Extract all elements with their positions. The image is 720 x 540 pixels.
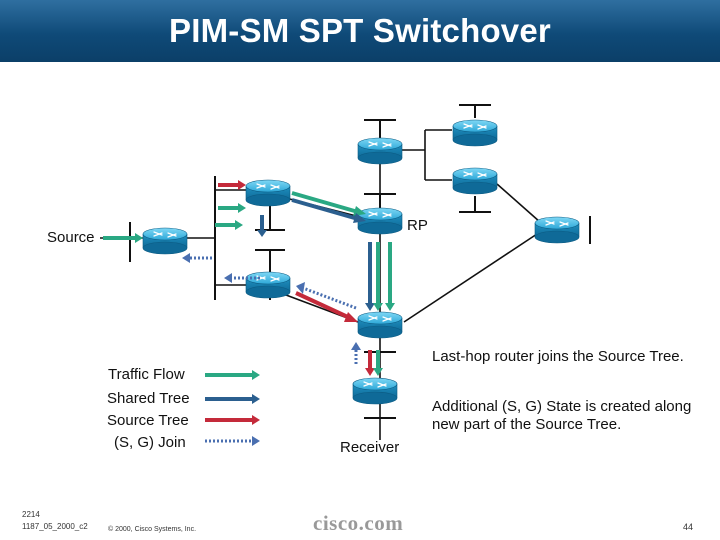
router-icon: [358, 312, 402, 338]
shared-tree-legend-arrow: [205, 394, 260, 404]
router-icon: [453, 168, 497, 194]
note-last-hop: Last-hop router joins the Source Tree.: [432, 348, 684, 365]
note-additional-state: Additional (S, G) State is created along new part of the Source Tree.: [432, 398, 692, 433]
router-icon: [246, 272, 290, 298]
cisco-logo: cisco.com: [313, 511, 404, 535]
legend-arrows: [205, 370, 260, 446]
shared-tree-legend-label: Shared Tree: [107, 390, 190, 407]
footer-code-line2: 1187_05_2000_c2: [22, 522, 88, 531]
arrow-icon: [218, 203, 246, 213]
sg-join-legend-arrow: [205, 436, 260, 446]
arrow-icon: [373, 350, 383, 376]
arrow-icon: [385, 242, 395, 311]
router-icon: [358, 138, 402, 164]
link-right-diagonal: [497, 184, 540, 222]
arrow-icon: [103, 233, 143, 243]
arrow-icon: [296, 293, 358, 322]
arrow-icon: [218, 180, 246, 190]
arrow-icon: [182, 253, 212, 263]
arrow-icon: [351, 342, 361, 365]
source-tree-legend-arrow: [205, 415, 260, 425]
traffic-flow-legend-label: Traffic Flow: [108, 366, 185, 383]
arrow-icon: [215, 220, 243, 230]
router-icon: [453, 120, 497, 146]
arrow-icon: [365, 350, 375, 376]
router-icon: [535, 217, 579, 243]
router-icon: [353, 378, 397, 404]
traffic-flow-legend-arrow: [205, 370, 260, 380]
slide-title: PIM-SM SPT Switchover: [169, 12, 551, 49]
link-right-to-receiver-router: [404, 232, 540, 322]
source-label: Source: [47, 229, 95, 246]
sg-join-legend-label: (S, G) Join: [114, 434, 186, 451]
arrow-icon: [257, 215, 267, 237]
source-tree-legend-label: Source Tree: [107, 412, 189, 429]
router-icon: [246, 180, 290, 206]
footer-copyright: © 2000, Cisco Systems, Inc.: [108, 526, 197, 533]
footer-code-line1: 2214: [22, 510, 40, 519]
rp-label: RP: [407, 217, 428, 234]
page-number: 44: [683, 522, 694, 532]
arrow-icon: [373, 242, 383, 311]
router-icon: [143, 228, 187, 254]
arrow-icon: [365, 242, 375, 311]
receiver-label: Receiver: [340, 439, 400, 456]
